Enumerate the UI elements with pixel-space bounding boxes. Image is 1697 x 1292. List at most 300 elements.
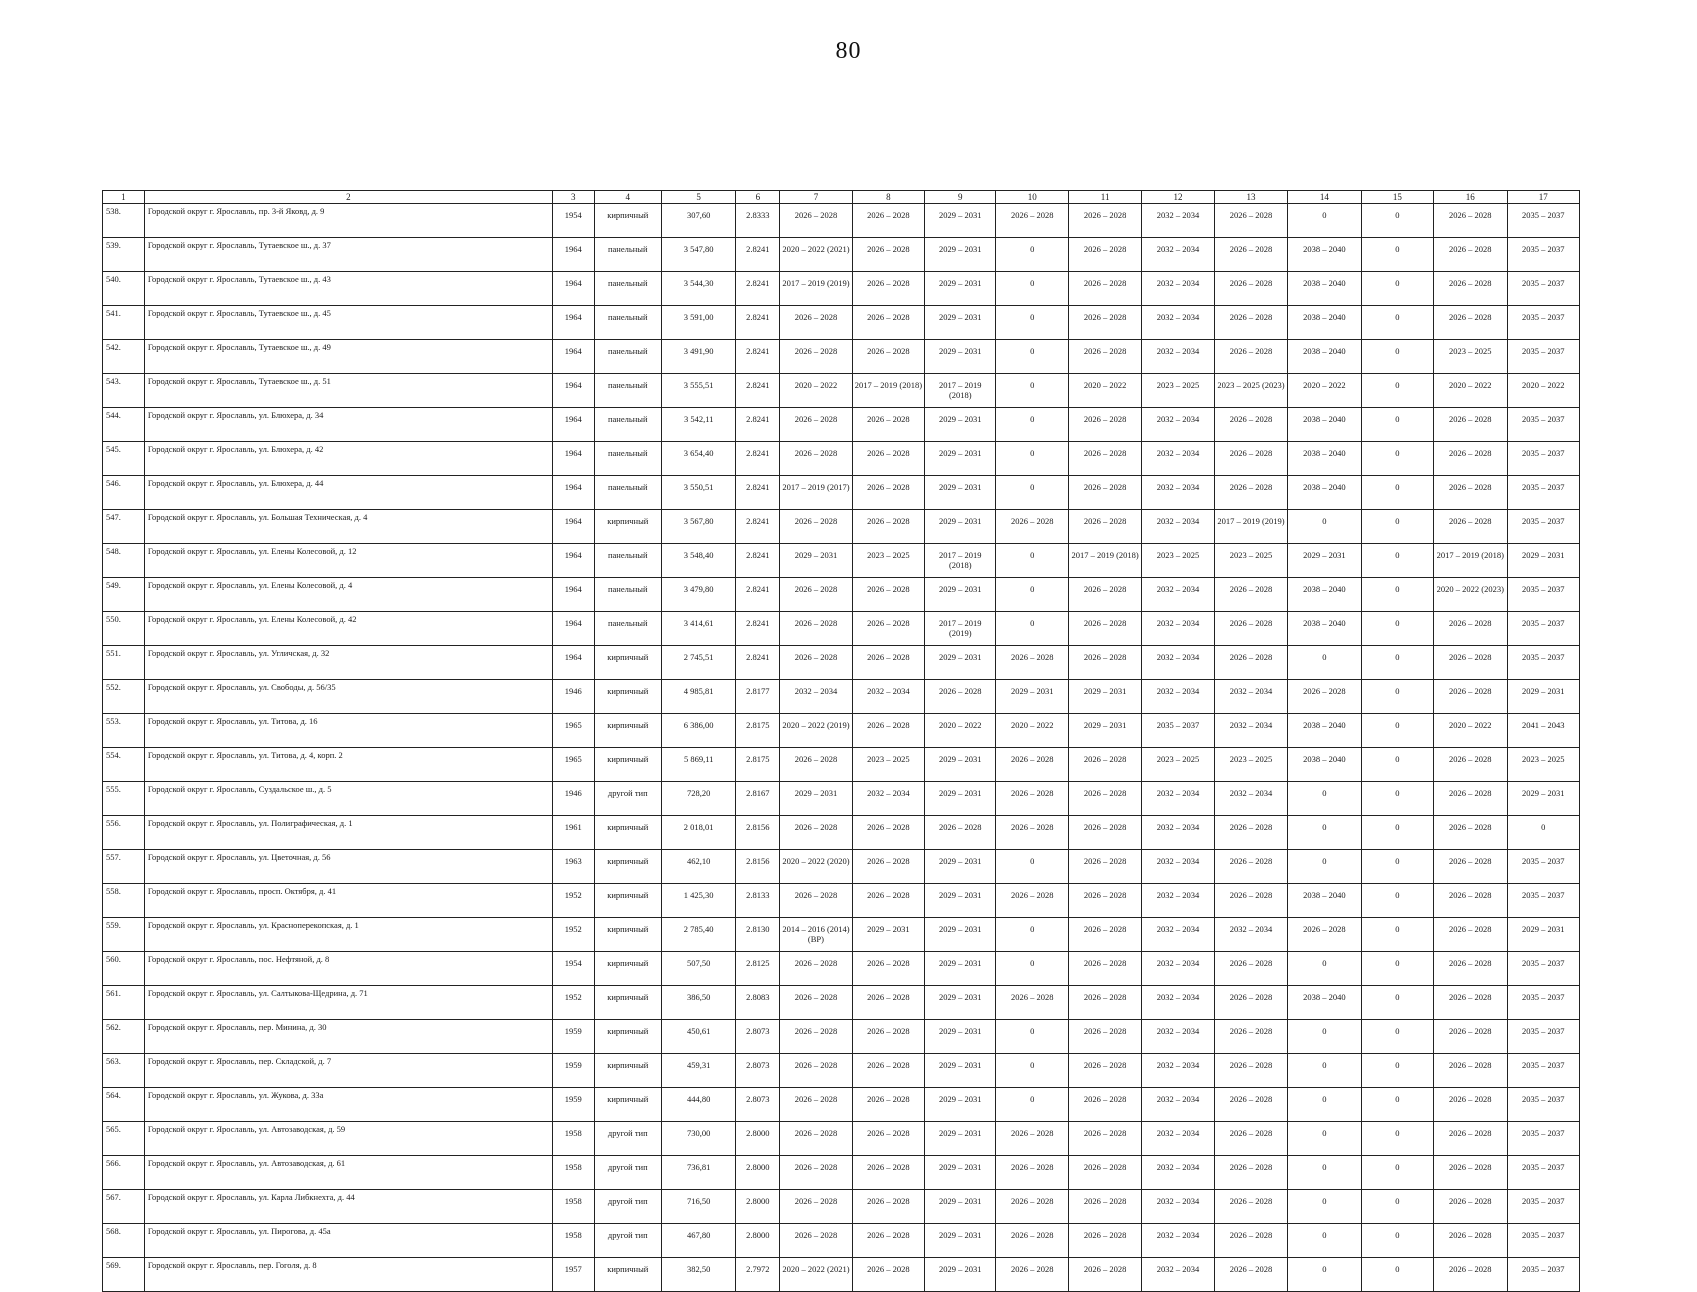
table-row xyxy=(103,1258,1580,1292)
value-cell: 2032 – 2034 xyxy=(1142,1122,1214,1156)
value-cell: 2038 – 2040 xyxy=(1288,578,1361,612)
address-cell: Городской округ г. Ярославль, пер. Минина, д. 30 xyxy=(144,1020,552,1054)
value-cell: 3 491,90 xyxy=(661,340,735,374)
value-cell: 2029 – 2031 xyxy=(925,1190,996,1224)
value-cell: 0 xyxy=(1361,476,1433,510)
value-cell: 1964 xyxy=(552,578,594,612)
value-cell: 2026 – 2028 xyxy=(852,204,924,238)
value-cell: 2029 – 2031 xyxy=(852,918,924,952)
table-row xyxy=(103,816,1580,850)
value-cell: 382,50 xyxy=(661,1258,735,1292)
value-cell: 2.8241 xyxy=(736,646,780,680)
value-cell: 2017 – 2019 (2019) xyxy=(780,272,852,306)
value-cell: 2020 – 2022 xyxy=(1288,374,1361,408)
value-cell: 2026 – 2028 xyxy=(852,1054,924,1088)
value-cell: 2026 – 2028 xyxy=(1068,1088,1141,1122)
value-cell: 3 591,00 xyxy=(661,306,735,340)
value-cell: 2026 – 2028 xyxy=(1214,952,1287,986)
value-cell: 2029 – 2031 xyxy=(925,442,996,476)
value-cell: 2026 – 2028 xyxy=(1214,204,1287,238)
value-cell: 2038 – 2040 xyxy=(1288,714,1361,748)
value-cell: 2026 – 2028 xyxy=(996,986,1068,1020)
value-cell: 2.8177 xyxy=(736,680,780,714)
page-number: 80 xyxy=(835,38,862,64)
value-cell: кирпичный xyxy=(594,680,661,714)
value-cell: 2026 – 2028 xyxy=(852,442,924,476)
value-cell: 2017 – 2019 (2019) xyxy=(925,612,996,646)
value-cell: 0 xyxy=(1361,816,1433,850)
value-cell: 2026 – 2028 xyxy=(852,1020,924,1054)
value-cell: 2026 – 2028 xyxy=(1434,306,1507,340)
value-cell: 2035 – 2037 xyxy=(1507,272,1580,306)
value-cell: 2026 – 2028 xyxy=(1434,1054,1507,1088)
value-cell: 2026 – 2028 xyxy=(1214,1190,1287,1224)
value-cell: 2035 – 2037 xyxy=(1507,646,1580,680)
value-cell: 2029 – 2031 xyxy=(925,1224,996,1258)
value-cell: 2026 – 2028 xyxy=(1068,1054,1141,1088)
value-cell: 730,00 xyxy=(661,1122,735,1156)
value-cell: 2.8241 xyxy=(736,306,780,340)
value-cell: 0 xyxy=(1288,204,1361,238)
value-cell: 0 xyxy=(1288,1258,1361,1292)
value-cell: 2035 – 2037 xyxy=(1507,1054,1580,1088)
value-cell: кирпичный xyxy=(594,714,661,748)
value-cell: 0 xyxy=(1361,612,1433,646)
value-cell: 2032 – 2034 xyxy=(852,782,924,816)
value-cell: 2032 – 2034 xyxy=(1142,442,1214,476)
value-cell: 0 xyxy=(1361,1190,1433,1224)
value-cell: 0 xyxy=(1361,340,1433,374)
value-cell: 2038 – 2040 xyxy=(1288,748,1361,782)
value-cell: 1964 xyxy=(552,646,594,680)
value-cell: 2026 – 2028 xyxy=(1434,918,1507,952)
value-cell: другой тип xyxy=(594,1122,661,1156)
value-cell: 2020 – 2022 (2019) xyxy=(780,714,852,748)
value-cell: 2029 – 2031 xyxy=(925,510,996,544)
column-header-12: 12 xyxy=(1142,191,1214,204)
value-cell: 0 xyxy=(1288,646,1361,680)
value-cell: 2026 – 2028 xyxy=(852,850,924,884)
value-cell: 2023 – 2025 xyxy=(1142,544,1214,578)
value-cell: 1965 xyxy=(552,748,594,782)
value-cell: 450,61 xyxy=(661,1020,735,1054)
value-cell: 0 xyxy=(1361,204,1433,238)
value-cell: панельный xyxy=(594,612,661,646)
value-cell: 2035 – 2037 xyxy=(1507,952,1580,986)
value-cell: 2020 – 2022 (2021) xyxy=(780,238,852,272)
value-cell: 2026 – 2028 xyxy=(1214,1020,1287,1054)
value-cell: 2038 – 2040 xyxy=(1288,476,1361,510)
value-cell: 2035 – 2037 xyxy=(1507,442,1580,476)
value-cell: 0 xyxy=(1361,646,1433,680)
row-number-cell: 561. xyxy=(103,986,145,1020)
value-cell: кирпичный xyxy=(594,952,661,986)
value-cell: 2.8241 xyxy=(736,442,780,476)
value-cell: 2026 – 2028 xyxy=(852,476,924,510)
value-cell: 1959 xyxy=(552,1054,594,1088)
value-cell: 2029 – 2031 xyxy=(925,1156,996,1190)
address-cell: Городской округ г. Ярославль, ул. Свободы, д. 56/35 xyxy=(144,680,552,714)
value-cell: 0 xyxy=(996,408,1068,442)
address-cell: Городской округ г. Ярославль, ул. Елены Колесовой, д. 12 xyxy=(144,544,552,578)
address-cell: Городской округ г. Ярославль, ул. Большая Техническая, д. 4 xyxy=(144,510,552,544)
value-cell: 0 xyxy=(1361,1122,1433,1156)
value-cell: 444,80 xyxy=(661,1088,735,1122)
value-cell: 2026 – 2028 xyxy=(780,884,852,918)
value-cell: другой тип xyxy=(594,782,661,816)
row-number-cell: 554. xyxy=(103,748,145,782)
value-cell: 0 xyxy=(1361,782,1433,816)
value-cell: 2026 – 2028 xyxy=(780,306,852,340)
value-cell: 2.8000 xyxy=(736,1156,780,1190)
value-cell: 2026 – 2028 xyxy=(852,952,924,986)
value-cell: 2032 – 2034 xyxy=(1214,680,1287,714)
value-cell: 0 xyxy=(996,612,1068,646)
value-cell: 2032 – 2034 xyxy=(1142,816,1214,850)
value-cell: 2029 – 2031 xyxy=(925,1054,996,1088)
value-cell: 2026 – 2028 xyxy=(1288,680,1361,714)
value-cell: 0 xyxy=(1361,374,1433,408)
value-cell: 2017 – 2019 (2018) xyxy=(925,544,996,578)
value-cell: 2026 – 2028 xyxy=(1214,578,1287,612)
row-number-cell: 545. xyxy=(103,442,145,476)
value-cell: 2032 – 2034 xyxy=(1142,510,1214,544)
value-cell: 2026 – 2028 xyxy=(996,1122,1068,1156)
value-cell: панельный xyxy=(594,306,661,340)
value-cell: панельный xyxy=(594,442,661,476)
column-header-8: 8 xyxy=(852,191,924,204)
value-cell: 2032 – 2034 xyxy=(1142,1224,1214,1258)
value-cell: 2026 – 2028 xyxy=(852,714,924,748)
value-cell: 459,31 xyxy=(661,1054,735,1088)
value-cell: 467,80 xyxy=(661,1224,735,1258)
value-cell: 2029 – 2031 xyxy=(925,306,996,340)
value-cell: 2026 – 2028 xyxy=(1214,1122,1287,1156)
value-cell: 2029 – 2031 xyxy=(925,850,996,884)
value-cell: 2032 – 2034 xyxy=(1142,782,1214,816)
value-cell: 2026 – 2028 xyxy=(1068,612,1141,646)
value-cell: 2026 – 2028 xyxy=(1068,578,1141,612)
value-cell: 2.8241 xyxy=(736,408,780,442)
value-cell: 2035 – 2037 xyxy=(1507,340,1580,374)
value-cell: 2026 – 2028 xyxy=(780,1190,852,1224)
value-cell: 2032 – 2034 xyxy=(1142,476,1214,510)
value-cell: 0 xyxy=(1361,1054,1433,1088)
value-cell: 2023 – 2025 xyxy=(1142,748,1214,782)
value-cell: 2026 – 2028 xyxy=(852,408,924,442)
value-cell: 2026 – 2028 xyxy=(780,408,852,442)
value-cell: 5 869,11 xyxy=(661,748,735,782)
value-cell: 2026 – 2028 xyxy=(1068,238,1141,272)
value-cell: 728,20 xyxy=(661,782,735,816)
value-cell: 2032 – 2034 xyxy=(1142,1258,1214,1292)
table-row xyxy=(103,578,1580,612)
table-row xyxy=(103,1156,1580,1190)
column-header-4: 4 xyxy=(594,191,661,204)
value-cell: 2032 – 2034 xyxy=(780,680,852,714)
value-cell: 2035 – 2037 xyxy=(1507,986,1580,1020)
value-cell: 2026 – 2028 xyxy=(1214,850,1287,884)
value-cell: 2026 – 2028 xyxy=(1068,340,1141,374)
value-cell: 2.8073 xyxy=(736,1020,780,1054)
value-cell: 2020 – 2022 xyxy=(1507,374,1580,408)
address-cell: Городской округ г. Ярославль, ул. Карла Либкнехта, д. 44 xyxy=(144,1190,552,1224)
value-cell: 0 xyxy=(996,1054,1068,1088)
value-cell: 1959 xyxy=(552,1020,594,1054)
value-cell: 1952 xyxy=(552,986,594,1020)
value-cell: 2026 – 2028 xyxy=(1068,850,1141,884)
value-cell: 2035 – 2037 xyxy=(1507,1020,1580,1054)
value-cell: 2029 – 2031 xyxy=(925,272,996,306)
row-number-cell: 540. xyxy=(103,272,145,306)
value-cell: 2026 – 2028 xyxy=(852,238,924,272)
value-cell: 2026 – 2028 xyxy=(1068,884,1141,918)
column-header-7: 7 xyxy=(780,191,852,204)
table-row xyxy=(103,714,1580,748)
value-cell: 2026 – 2028 xyxy=(852,1190,924,1224)
value-cell: 2035 – 2037 xyxy=(1507,476,1580,510)
table-row xyxy=(103,1088,1580,1122)
value-cell: 2035 – 2037 xyxy=(1507,1156,1580,1190)
value-cell: 0 xyxy=(1361,884,1433,918)
value-cell: 2029 – 2031 xyxy=(1288,544,1361,578)
value-cell: 2035 – 2037 xyxy=(1507,408,1580,442)
value-cell: 2029 – 2031 xyxy=(925,408,996,442)
value-cell: 2032 – 2034 xyxy=(1214,782,1287,816)
address-cell: Городской округ г. Ярославль, Суздальское ш., д. 5 xyxy=(144,782,552,816)
value-cell: 2026 – 2028 xyxy=(852,884,924,918)
value-cell: 2.8241 xyxy=(736,510,780,544)
value-cell: 2026 – 2028 xyxy=(996,1190,1068,1224)
value-cell: 1952 xyxy=(552,884,594,918)
value-cell: 0 xyxy=(1288,1156,1361,1190)
value-cell: 2029 – 2031 xyxy=(925,1122,996,1156)
value-cell: 2026 – 2028 xyxy=(925,816,996,850)
value-cell: 0 xyxy=(996,1088,1068,1122)
register-table xyxy=(102,190,1580,1292)
value-cell: 2026 – 2028 xyxy=(780,1054,852,1088)
value-cell: 2023 – 2025 xyxy=(1142,374,1214,408)
value-cell: 2029 – 2031 xyxy=(1068,714,1141,748)
value-cell: 1964 xyxy=(552,510,594,544)
address-cell: Городской округ г. Ярославль, ул. Блюхера, д. 34 xyxy=(144,408,552,442)
value-cell: 2035 – 2037 xyxy=(1507,1190,1580,1224)
table-row xyxy=(103,1054,1580,1088)
value-cell: 2017 – 2019 (2018) xyxy=(925,374,996,408)
value-cell: 1961 xyxy=(552,816,594,850)
table-row xyxy=(103,374,1580,408)
value-cell: кирпичный xyxy=(594,204,661,238)
column-header-5: 5 xyxy=(661,191,735,204)
address-cell: Городской округ г. Ярославль, ул. Елены Колесовой, д. 4 xyxy=(144,578,552,612)
value-cell: 2020 – 2022 xyxy=(925,714,996,748)
value-cell: 2026 – 2028 xyxy=(1068,1190,1141,1224)
value-cell: 1964 xyxy=(552,306,594,340)
value-cell: 1964 xyxy=(552,340,594,374)
address-cell: Городской округ г. Ярославль, Тутаевское ш., д. 45 xyxy=(144,306,552,340)
value-cell: кирпичный xyxy=(594,884,661,918)
address-cell: Городской округ г. Ярославль, ул. Жукова, д. 33а xyxy=(144,1088,552,1122)
value-cell: 1964 xyxy=(552,374,594,408)
value-cell: 2029 – 2031 xyxy=(925,884,996,918)
row-number-cell: 567. xyxy=(103,1190,145,1224)
value-cell: кирпичный xyxy=(594,1258,661,1292)
value-cell: 2.8156 xyxy=(736,816,780,850)
value-cell: 1958 xyxy=(552,1156,594,1190)
value-cell: панельный xyxy=(594,578,661,612)
value-cell: 2.8167 xyxy=(736,782,780,816)
value-cell: 1946 xyxy=(552,680,594,714)
value-cell: 2029 – 2031 xyxy=(1068,680,1141,714)
row-number-cell: 549. xyxy=(103,578,145,612)
value-cell: кирпичный xyxy=(594,850,661,884)
column-header-1: 1 xyxy=(103,191,145,204)
row-number-cell: 566. xyxy=(103,1156,145,1190)
value-cell: 2026 – 2028 xyxy=(780,1020,852,1054)
row-number-cell: 546. xyxy=(103,476,145,510)
value-cell: 2020 – 2022 xyxy=(1434,374,1507,408)
address-cell: Городской округ г. Ярославль, ул. Блюхера, д. 44 xyxy=(144,476,552,510)
address-cell: Городской округ г. Ярославль, ул. Елены Колесовой, д. 42 xyxy=(144,612,552,646)
row-number-cell: 569. xyxy=(103,1258,145,1292)
value-cell: 0 xyxy=(996,374,1068,408)
value-cell: 0 xyxy=(1361,1088,1433,1122)
value-cell: 2.8241 xyxy=(736,374,780,408)
value-cell: 2014 – 2016 (2014) (ВР) xyxy=(780,918,852,952)
value-cell: 2029 – 2031 xyxy=(925,952,996,986)
value-cell: 2035 – 2037 xyxy=(1507,1224,1580,1258)
table-row xyxy=(103,918,1580,952)
table-row xyxy=(103,272,1580,306)
value-cell: 0 xyxy=(1288,510,1361,544)
value-cell: 2026 – 2028 xyxy=(852,1088,924,1122)
column-header-16: 16 xyxy=(1434,191,1507,204)
address-cell: Городской округ г. Ярославль, Тутаевское ш., д. 51 xyxy=(144,374,552,408)
value-cell: 2029 – 2031 xyxy=(925,238,996,272)
value-cell: 2026 – 2028 xyxy=(852,1224,924,1258)
value-cell: другой тип xyxy=(594,1190,661,1224)
value-cell: 0 xyxy=(1288,1122,1361,1156)
address-cell: Городской округ г. Ярославль, ул. Салтыкова-Щедрина, д. 71 xyxy=(144,986,552,1020)
value-cell: 2026 – 2028 xyxy=(852,1156,924,1190)
value-cell: 2035 – 2037 xyxy=(1507,884,1580,918)
address-cell: Городской округ г. Ярославль, ул. Автозаводская, д. 61 xyxy=(144,1156,552,1190)
value-cell: 2026 – 2028 xyxy=(1434,1020,1507,1054)
value-cell: 0 xyxy=(996,306,1068,340)
row-number-cell: 542. xyxy=(103,340,145,374)
address-cell: Городской округ г. Ярославль, ул. Титова, д. 16 xyxy=(144,714,552,748)
value-cell: 2026 – 2028 xyxy=(780,1122,852,1156)
value-cell: 386,50 xyxy=(661,986,735,1020)
value-cell: 2026 – 2028 xyxy=(1214,1054,1287,1088)
value-cell: 2026 – 2028 xyxy=(1214,340,1287,374)
value-cell: 2026 – 2028 xyxy=(780,1224,852,1258)
value-cell: 0 xyxy=(996,850,1068,884)
address-cell: Городской округ г. Ярославль, Тутаевское ш., д. 37 xyxy=(144,238,552,272)
value-cell: 2038 – 2040 xyxy=(1288,612,1361,646)
value-cell: панельный xyxy=(594,476,661,510)
value-cell: 1958 xyxy=(552,1190,594,1224)
value-cell: кирпичный xyxy=(594,816,661,850)
value-cell: 2026 – 2028 xyxy=(852,510,924,544)
value-cell: 0 xyxy=(1361,680,1433,714)
value-cell: 0 xyxy=(996,578,1068,612)
value-cell: 2026 – 2028 xyxy=(996,1224,1068,1258)
value-cell: 2038 – 2040 xyxy=(1288,340,1361,374)
value-cell: 2032 – 2034 xyxy=(1214,714,1287,748)
address-cell: Городской округ г. Ярославль, ул. Блюхера, д. 42 xyxy=(144,442,552,476)
value-cell: 0 xyxy=(1361,918,1433,952)
value-cell: 2026 – 2028 xyxy=(1214,238,1287,272)
value-cell: 2032 – 2034 xyxy=(1142,1156,1214,1190)
table-row xyxy=(103,884,1580,918)
address-cell: Городской округ г. Ярославль, Тутаевское ш., д. 49 xyxy=(144,340,552,374)
value-cell: 2023 – 2025 xyxy=(852,748,924,782)
value-cell: 2029 – 2031 xyxy=(1507,544,1580,578)
value-cell: панельный xyxy=(594,238,661,272)
value-cell: 2020 – 2022 (2023) xyxy=(1434,578,1507,612)
value-cell: 2026 – 2028 xyxy=(852,306,924,340)
table-row xyxy=(103,612,1580,646)
value-cell: 2032 – 2034 xyxy=(1142,1088,1214,1122)
value-cell: 2026 – 2028 xyxy=(1068,1020,1141,1054)
value-cell: 3 548,40 xyxy=(661,544,735,578)
value-cell: 1964 xyxy=(552,612,594,646)
value-cell: 2026 – 2028 xyxy=(852,578,924,612)
address-cell: Городской округ г. Ярославль, ул. Пирогова, д. 45а xyxy=(144,1224,552,1258)
value-cell: 2026 – 2028 xyxy=(1068,306,1141,340)
address-cell: Городской округ г. Ярославль, ул. Красноперекопская, д. 1 xyxy=(144,918,552,952)
value-cell: 2026 – 2028 xyxy=(1068,918,1141,952)
value-cell: 2.8241 xyxy=(736,340,780,374)
value-cell: 3 550,51 xyxy=(661,476,735,510)
value-cell: 2029 – 2031 xyxy=(925,578,996,612)
value-cell: 0 xyxy=(1507,816,1580,850)
value-cell: 2020 – 2022 xyxy=(780,374,852,408)
value-cell: 2017 – 2019 (2018) xyxy=(1434,544,1507,578)
address-cell: Городской округ г. Ярославль, пр. 3-й Яковд, д. 9 xyxy=(144,204,552,238)
value-cell: 2035 – 2037 xyxy=(1507,1258,1580,1292)
value-cell: 2029 – 2031 xyxy=(925,986,996,1020)
value-cell: 2.8241 xyxy=(736,238,780,272)
address-cell: Городской округ г. Ярославль, просп. Октября, д. 41 xyxy=(144,884,552,918)
table-row xyxy=(103,782,1580,816)
value-cell: 2026 – 2028 xyxy=(1434,408,1507,442)
value-cell: 2020 – 2022 xyxy=(1434,714,1507,748)
value-cell: 2032 – 2034 xyxy=(1142,850,1214,884)
value-cell: 2026 – 2028 xyxy=(996,782,1068,816)
value-cell: 2026 – 2028 xyxy=(1214,306,1287,340)
value-cell: кирпичный xyxy=(594,510,661,544)
value-cell: 0 xyxy=(1288,1054,1361,1088)
value-cell: 2026 – 2028 xyxy=(1434,1122,1507,1156)
row-number-cell: 548. xyxy=(103,544,145,578)
value-cell: 2023 – 2025 xyxy=(1507,748,1580,782)
value-cell: кирпичный xyxy=(594,646,661,680)
value-cell: 2026 – 2028 xyxy=(1434,952,1507,986)
row-number-cell: 563. xyxy=(103,1054,145,1088)
value-cell: 2032 – 2034 xyxy=(1142,680,1214,714)
value-cell: 0 xyxy=(1361,1156,1433,1190)
value-cell: 2032 – 2034 xyxy=(852,680,924,714)
value-cell: 2017 – 2019 (2017) xyxy=(780,476,852,510)
value-cell: 2026 – 2028 xyxy=(996,748,1068,782)
value-cell: 2032 – 2034 xyxy=(1142,1190,1214,1224)
value-cell: 0 xyxy=(996,952,1068,986)
value-cell: 1946 xyxy=(552,782,594,816)
value-cell: 2026 – 2028 xyxy=(1434,1258,1507,1292)
row-number-cell: 568. xyxy=(103,1224,145,1258)
